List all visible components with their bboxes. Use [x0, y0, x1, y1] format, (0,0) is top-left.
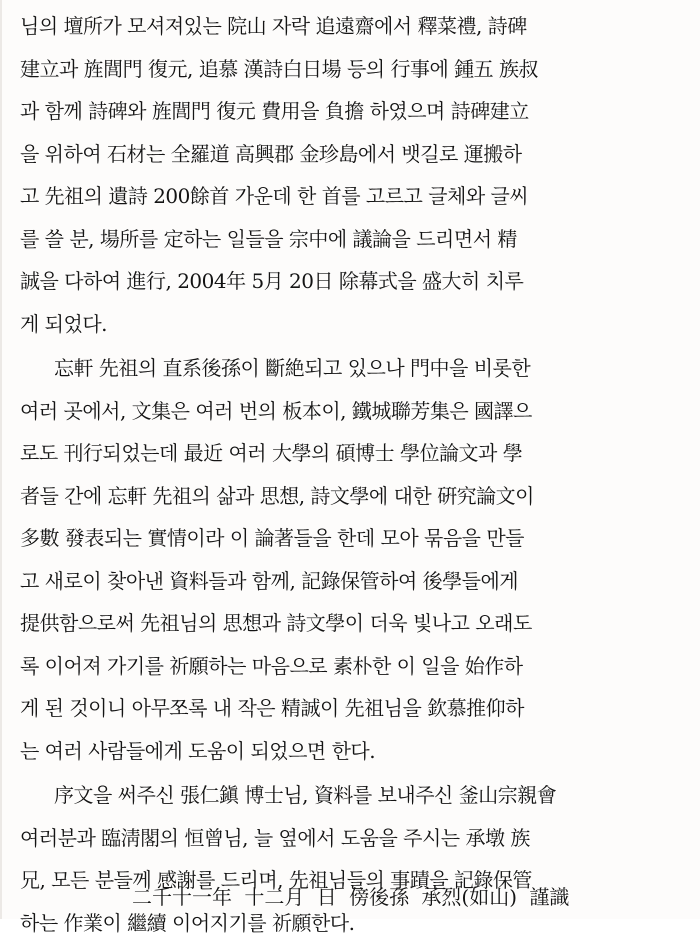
text-line: 을 위하여 石材는 全羅道 高興郡 金珍島에서 뱃길로 運搬하: [20, 141, 522, 166]
paragraph-first-line: 序文을 써주신 張仁鎭 博士님, 資料를 보내주신 釜山宗親會: [54, 783, 557, 807]
text-line: 로도 刊行되었는데 最近 여러 大學의 碩博士 學位論文과 學: [20, 441, 523, 465]
text-line: 고 先祖의 遺詩 200餘首 가운데 한 首를 고르고 글체와 글씨: [20, 184, 529, 208]
text-line: 誠을 다하여 進行, 2004年 5月 20日 除幕式을 盛大히 치루: [20, 269, 524, 293]
text-line: 고 새로이 찾아낸 資料들과 함께, 記錄保管하여 後學들에게: [20, 568, 519, 593]
text-line: 게 된 것이니 아무쪼록 내 작은 精誠이 先祖님을 欽慕推仰하: [20, 696, 524, 720]
paragraph-first-line: 忘軒 先祖의 直系後孫이 斷絶되고 있으나 門中을 비롯한: [54, 356, 531, 380]
text-line: 는 여러 사람들에게 도움이 되었으면 한다.: [20, 738, 376, 763]
signature-line: 二千十一年 十二月 日 傍後孫 承烈(如山) 謹識: [132, 885, 570, 909]
text-line: 建立과 旌閭門 復元, 追慕 漢詩白日場 등의 行事에 鍾五 族叔: [20, 56, 538, 81]
text-line: 를 쓸 분, 場所를 定하는 일들을 宗中에 議論을 드리면서 精: [20, 226, 517, 251]
text-line: 과 함께 詩碑와 旌閭門 復元 費用을 負擔 하였으며 詩碑建立: [20, 99, 529, 123]
text-line: 하는 作業이 繼續 이어지기를 祈願한다.: [20, 910, 355, 935]
text-line: 者들 간에 忘軒 先祖의 삶과 思想, 詩文學에 대한 硏究論文이: [20, 483, 534, 508]
text-line: 님의 壇所가 모셔져있는 院山 자락 追遠齋에서 釋菜禮, 詩碑: [20, 14, 527, 38]
text-line: 提供함으로써 先祖님의 思想과 詩文學이 더욱 빛나고 오래도: [20, 611, 532, 635]
text-line: 兄, 모든 분들께 感謝를 드리며, 先祖님들의 事蹟을 記錄保管: [20, 868, 532, 892]
text-line: 록 이어져 가기를 祈願하는 마음으로 素朴한 이 일을 始作하: [20, 653, 523, 678]
text-line: 多數 發表되는 實情이라 이 論著들을 한데 모아 묶음을 만들: [20, 526, 524, 550]
text-line: 여러분과 臨淸閣의 恒曾님, 늘 옆에서 도움을 주시는 承墩 族: [20, 825, 530, 850]
text-line: 여러 곳에서, 文集은 여러 번의 板本이, 鐵城聯芳集은 國譯으: [20, 398, 532, 423]
text-line: 게 되었다.: [20, 311, 107, 336]
